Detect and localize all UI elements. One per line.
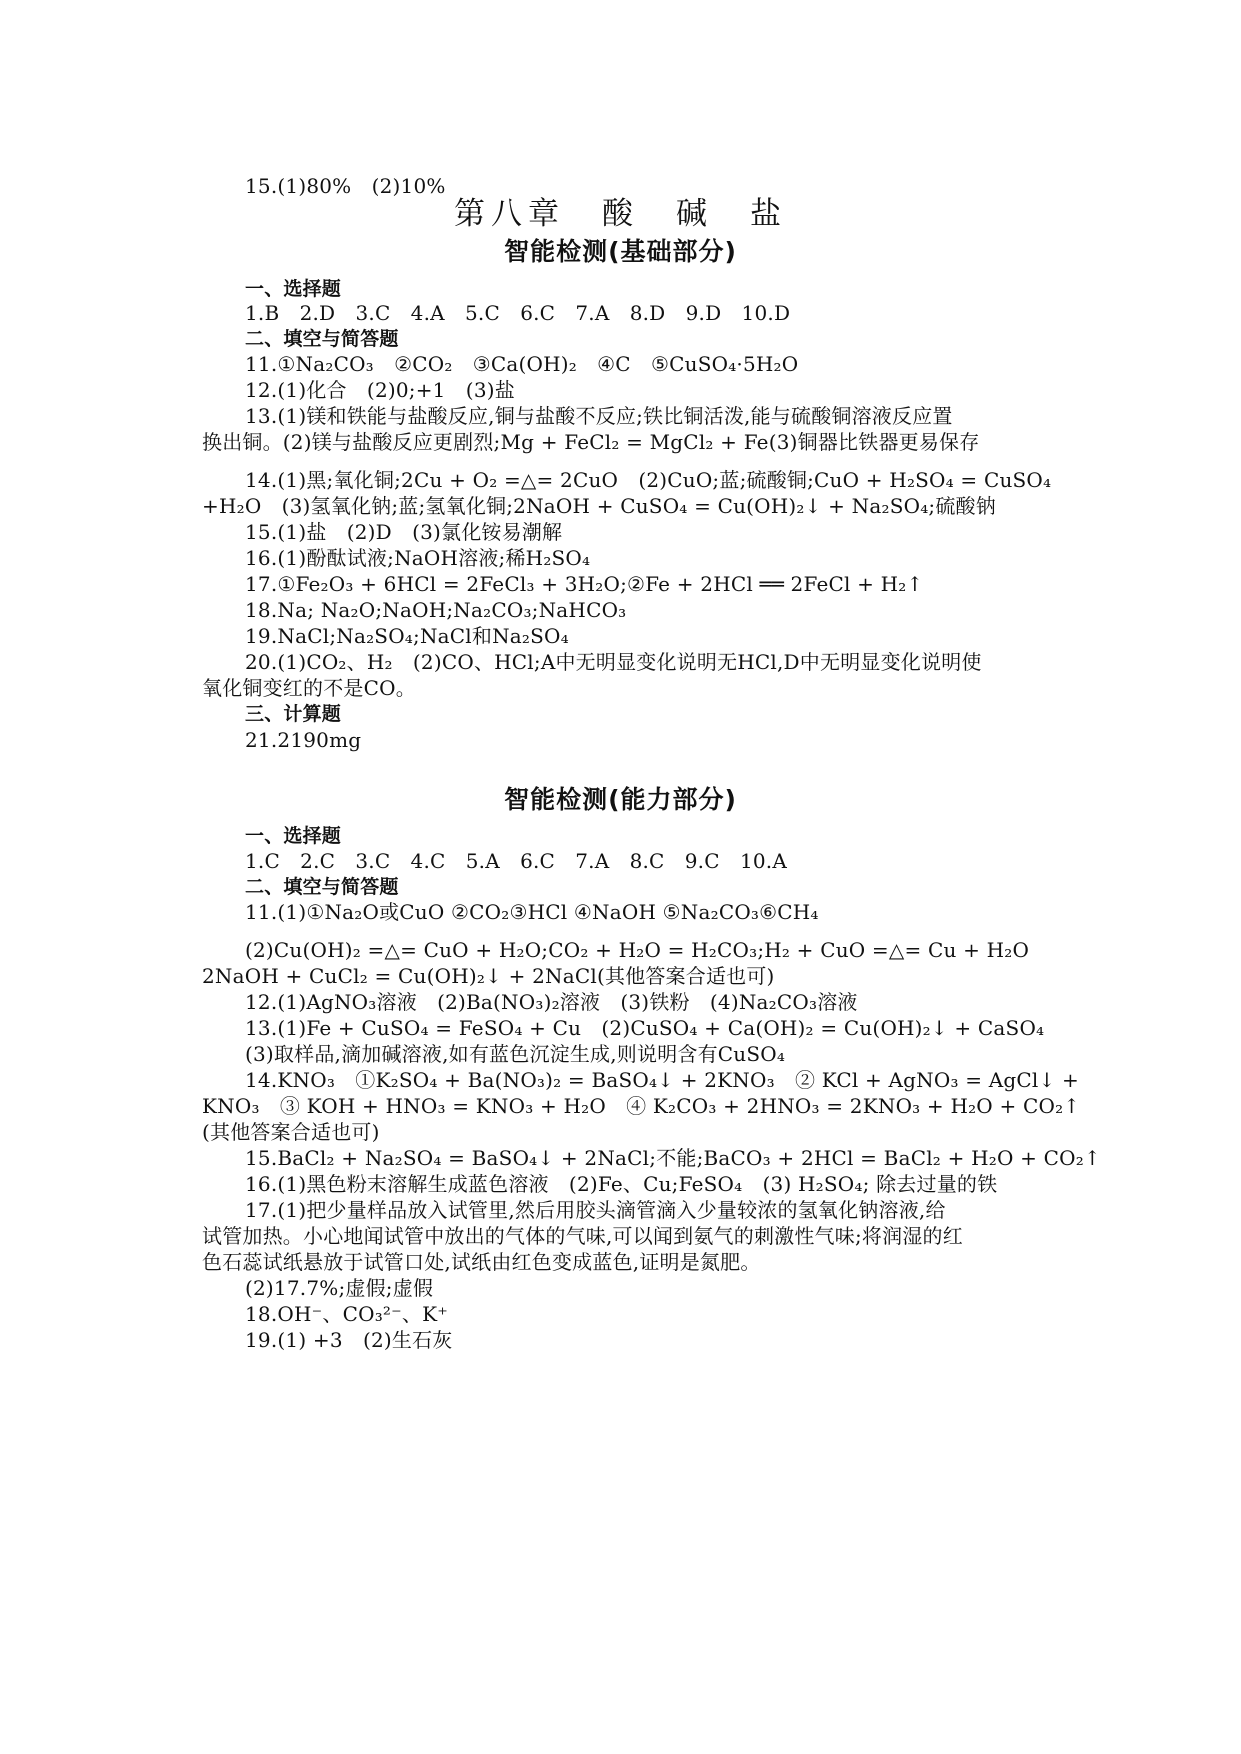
basic-answer-21: 21.2190mg (245, 728, 362, 752)
ability-answer-15: 15.BaCl₂ + Na₂SO₄ = BaSO₄↓ + 2NaCl;不能;BaCO₃ + 2HCl = BaCl₂ + H₂O + CO₂↑ (245, 1146, 1101, 1170)
ability-answer-18: 18.OH⁻、CO₃²⁻、K⁺ (245, 1302, 448, 1326)
ability-answer-17-line1: 17.(1)把少量样品放入试管里,然后用胶头滴管滴入少量较浓的氢氧化钠溶液,给 (245, 1198, 946, 1222)
basic-section-title: 智能检测(基础部分) (504, 237, 737, 266)
ability-choice-answers: 1.C 2.C 3.C 4.C 5.A 6.C 7.A 8.C 9.C 10.A (245, 849, 787, 873)
ability-answer-19: 19.(1) +3 (2)生石灰 (245, 1328, 453, 1352)
basic-answer-12: 12.(1)化合 (2)0;+1 (3)盐 (245, 378, 515, 402)
ability-answer-14-line1: 14.KNO₃ ①K₂SO₄ + Ba(NO₃)₂ = BaSO₄↓ + 2KNO₃ ② KCl + AgNO₃ = AgCl↓ + (245, 1068, 1079, 1092)
ability-section-title: 智能检测(能力部分) (504, 785, 737, 814)
chapter-title: 第八章 酸 碱 盐 (454, 196, 787, 232)
basic-answer-20-line1: 20.(1)CO₂、H₂ (2)CO、HCl;A中无明显变化说明无HCl,D中无明显变化说明使 (245, 650, 982, 674)
ability-answer-11-line2: (2)Cu(OH)₂ =△= CuO + H₂O;CO₂ + H₂O = H₂CO₃;H₂ + CuO =△= Cu + H₂O (245, 938, 1030, 962)
ability-answer-17-line4: (2)17.7%;虚假;虚假 (245, 1276, 434, 1300)
basic-answer-16: 16.(1)酚酞试液;NaOH溶液;稀H₂SO₄ (245, 546, 591, 570)
ability-answer-13-line2: (3)取样品,滴加碱溶液,如有蓝色沉淀生成,则说明含有CuSO₄ (245, 1042, 786, 1066)
ability-answer-13-line1: 13.(1)Fe + CuSO₄ = FeSO₄ + Cu (2)CuSO₄ + Ca(OH)₂ = Cu(OH)₂↓ + CaSO₄ (245, 1016, 1045, 1040)
basic-answer-14-line1: 14.(1)黑;氧化铜;2Cu + O₂ =△= 2CuO (2)CuO;蓝;硫酸铜;CuO + H₂SO₄ = CuSO₄ (245, 468, 1052, 492)
ability-answer-16: 16.(1)黑色粉末溶解生成蓝色溶液 (2)Fe、Cu;FeSO₄ (3) H₂SO₄; 除去过量的铁 (245, 1172, 998, 1196)
basic-answer-18: 18.Na; Na₂O;NaOH;Na₂CO₃;NaHCO₃ (245, 598, 627, 622)
basic-answer-20-line2: 氧化铜变红的不是CO。 (202, 676, 416, 700)
basic-answer-17: 17.①Fe₂O₃ + 6HCl = 2FeCl₃ + 3H₂O;②Fe + 2HCl ══ 2FeCl + H₂↑ (245, 572, 924, 596)
ability-answer-12: 12.(1)AgNO₃溶液 (2)Ba(NO₃)₂溶液 (3)铁粉 (4)Na₂CO₃溶液 (245, 990, 858, 1014)
basic-answer-19: 19.NaCl;Na₂SO₄;NaCl和Na₂SO₄ (245, 624, 569, 648)
answer-line-prev-q15: 15.(1)80% (2)10% (245, 174, 446, 198)
basic-answer-11: 11.①Na₂CO₃ ②CO₂ ③Ca(OH)₂ ④C ⑤CuSO₄·5H₂O (245, 352, 799, 376)
basic-answer-13-line2: 换出铜。(2)镁与盐酸反应更剧烈;Mg + FeCl₂ = MgCl₂ + Fe(3)铜器比铁器更易保存 (202, 430, 980, 454)
ability-choice-heading: 一、选择题 (245, 825, 342, 847)
ability-answer-11-line3: 2NaOH + CuCl₂ = Cu(OH)₂↓ + 2NaCl(其他答案合适也可) (202, 964, 775, 988)
ability-fill-heading: 二、填空与简答题 (245, 876, 399, 898)
basic-answer-13-line1: 13.(1)镁和铁能与盐酸反应,铜与盐酸不反应;铁比铜活泼,能与硫酸铜溶液反应置 (245, 404, 953, 428)
ability-answer-14-line2: KNO₃ ③ KOH + HNO₃ = KNO₃ + H₂O ④ K₂CO₃ + 2HNO₃ = 2KNO₃ + H₂O + CO₂↑ (202, 1094, 1081, 1118)
ability-answer-17-line3: 色石蕊试纸悬放于试管口处,试纸由红色变成蓝色,证明是氮肥。 (202, 1250, 761, 1274)
ability-answer-17-line2: 试管加热。小心地闻试管中放出的气体的气味,可以闻到氨气的刺激性气味;将润湿的红 (202, 1224, 963, 1248)
ability-answer-14-line3: (其他答案合适也可) (202, 1120, 380, 1144)
basic-choice-answers: 1.B 2.D 3.C 4.A 5.C 6.C 7.A 8.D 9.D 10.D (245, 301, 791, 325)
ability-answer-11-line1: 11.(1)①Na₂O或CuO ②CO₂③HCl ④NaOH ⑤Na₂CO₃⑥CH₄ (245, 900, 819, 924)
basic-calc-heading: 三、计算题 (245, 703, 342, 725)
basic-choice-heading: 一、选择题 (245, 278, 342, 300)
basic-fill-heading: 二、填空与简答题 (245, 328, 399, 350)
basic-answer-14-line2: +H₂O (3)氢氧化钠;蓝;氢氧化铜;2NaOH + CuSO₄ = Cu(OH)₂↓ + Na₂SO₄;硫酸钠 (202, 494, 996, 518)
basic-answer-15: 15.(1)盐 (2)D (3)氯化铵易潮解 (245, 520, 563, 544)
